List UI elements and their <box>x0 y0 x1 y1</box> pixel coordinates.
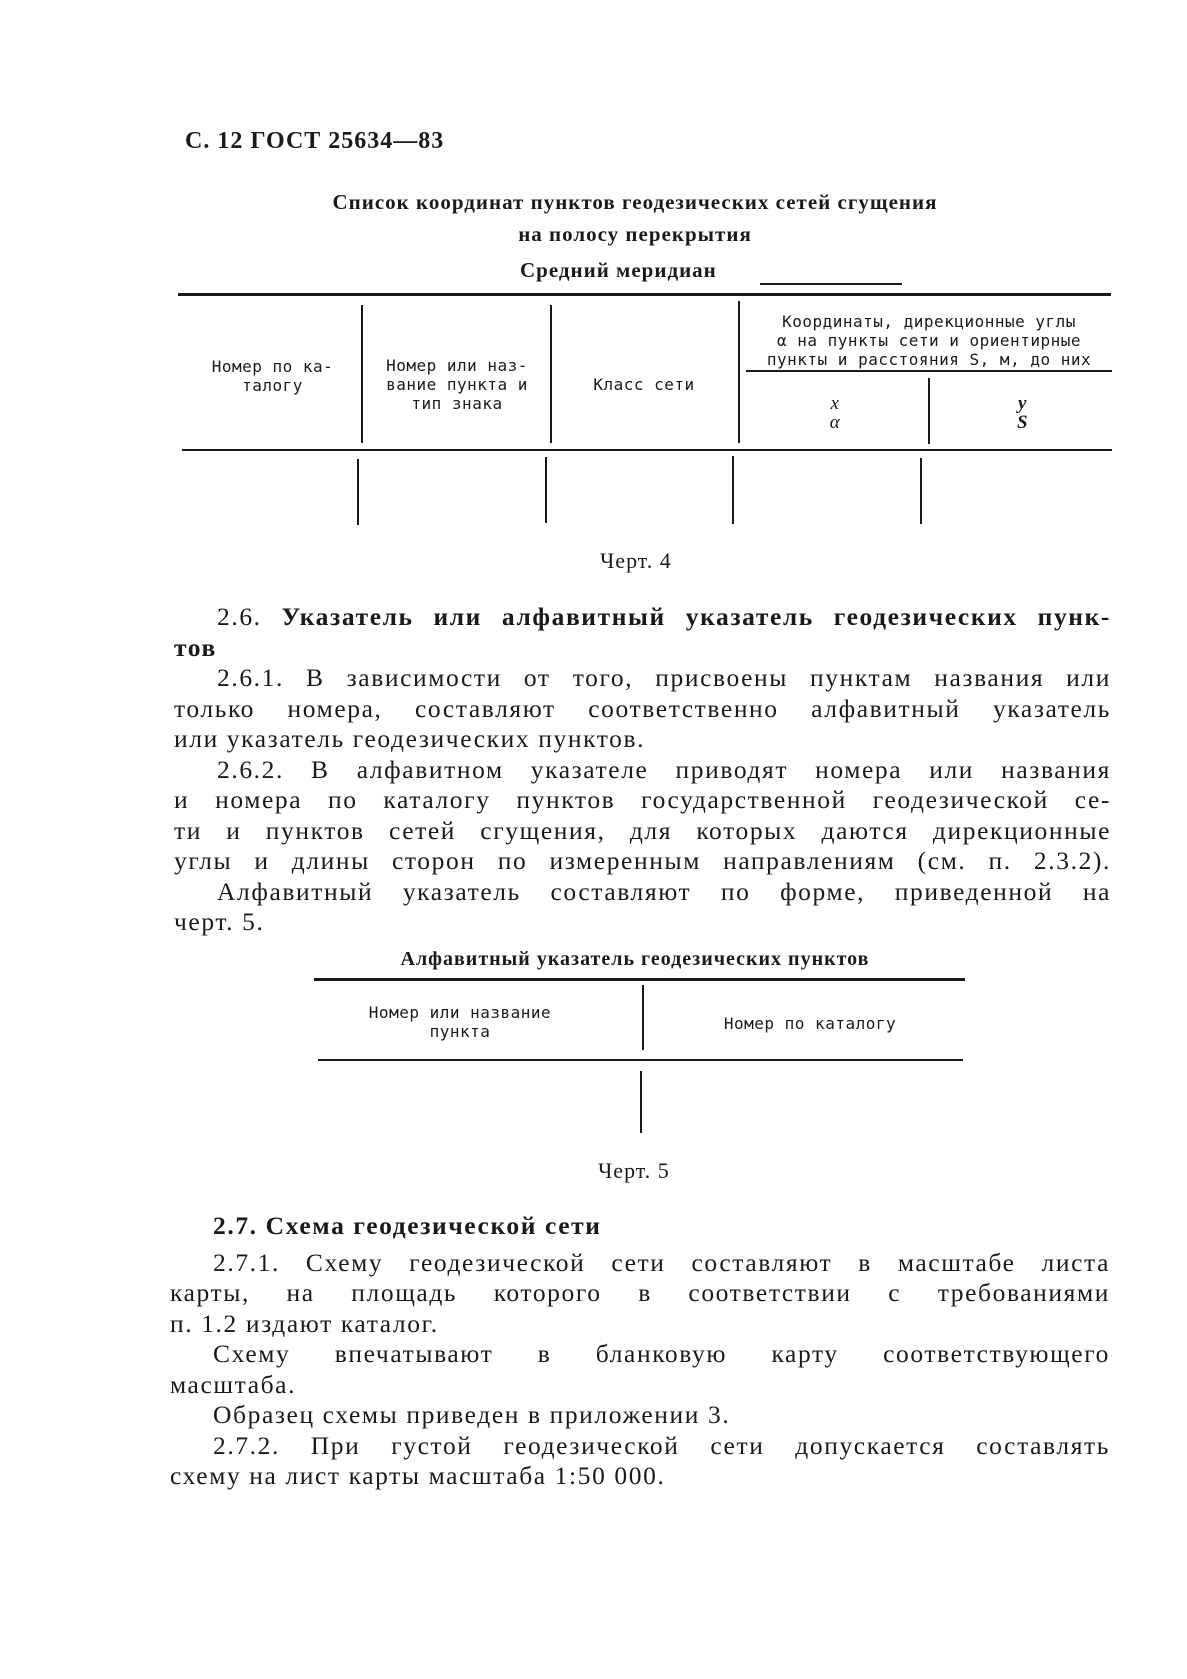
table4-body-vline-3 <box>732 456 734 524</box>
para-2-7-1-line3: п. 1.2 издают каталог. <box>170 1308 439 1338</box>
meridian-blank <box>760 283 902 285</box>
para-2-7-2-line2: масштаба. <box>170 1369 297 1399</box>
para-2-7-1-line1: 2.7.1. Схему геодезической сети составляют в масштабе листа <box>213 1247 1110 1277</box>
para-2-6-2-line2: и номера по каталогу пунктов государственной геодезической се- <box>174 785 1111 814</box>
table4-col-network-class: Класс сети <box>593 375 695 394</box>
para-2-6-2-line3: ти и пунктов сетей сгущения, для которых даются дирекционные <box>174 815 1111 845</box>
chert4-caption: Черт. 4 <box>600 548 672 573</box>
section-2-6 <box>174 602 1111 938</box>
table4-body-vline-2 <box>545 457 547 523</box>
section-2-6-title: Указатель или алфавитный указатель геодезических пунк- <box>281 602 1111 631</box>
table4-sub-x-alpha: x α <box>829 393 841 433</box>
para-2-6-1-line1: 2.6.1. В зависимости от того, присвоены пунктам названия или <box>217 663 1111 692</box>
table4-top-rule <box>178 293 1111 296</box>
table5-body-vline <box>640 1071 642 1133</box>
section-2-6-number: 2.6. <box>217 602 262 631</box>
table5-top-rule <box>314 978 965 981</box>
para-2-6-2-line1: 2.6.2. В алфавитном указателе приводят номера или названия <box>217 754 1111 784</box>
table4-sub-y-s: y S <box>1016 393 1029 433</box>
section-2-6-title-cont: тов <box>174 632 217 662</box>
table4-col-point-name: Номер или наз- вание пункта и тип знака <box>386 356 528 413</box>
table4-header-bottom-rule <box>182 449 1112 451</box>
para-2-6-1-line3: или указатель геодезических пунктов. <box>174 724 646 753</box>
table5-col-point-name: Номер или название пункта <box>368 1003 552 1041</box>
para-2-6-2-line4: углы и длины сторон по измеренным направлениям (см. п. 2.3.2). <box>174 846 1111 875</box>
section-2-7 <box>170 1211 1110 1492</box>
para-2-7-3: Образец схемы приведен в приложении 3. <box>213 1400 731 1429</box>
para-2-6-3-line2: черт. 5. <box>174 907 265 936</box>
table4-vline-4 <box>928 378 930 444</box>
table4-title-line2: на полосу перекрытия <box>518 222 752 246</box>
section-2-7-title: 2.7. Схема геодезической сети <box>213 1211 602 1240</box>
table4-body-vline-4 <box>920 458 922 524</box>
table4-sub-rule <box>746 370 1112 372</box>
para-2-7-1-line2: карты, на площадь которого в соответствии с требованиями <box>170 1278 1110 1307</box>
para-2-6-3-line1: Алфавитный указатель составляют по форме, приведенной на <box>217 876 1111 906</box>
chert5-caption: Черт. 5 <box>598 1158 670 1183</box>
table5-title: Алфавитный указатель геодезических пунктов <box>400 948 870 970</box>
table5-vline <box>642 985 644 1050</box>
table4-col-catalog-number: Номер по ка- талогу <box>211 357 334 395</box>
page-header: С. 12 ГОСТ 25634—83 <box>185 128 445 154</box>
para-2-7-4-line1: 2.7.2. При густой геодезической сети допускается составлять <box>213 1430 1110 1460</box>
table4-vline-3 <box>738 301 740 443</box>
table4-body-vline-1 <box>357 459 359 525</box>
para-2-7-4-line2: схему на лист карты масштаба 1:50 000. <box>170 1461 666 1490</box>
para-2-7-2-line1: Схему впечатывают в бланковую карту соответствующего <box>213 1339 1110 1368</box>
table4-vline-2 <box>550 305 552 443</box>
table4-col-coordinates: Координаты, дирекционные углы α на пункты сети и ориентирные пункты и расстояния S, м, до них <box>766 312 1092 369</box>
table5-col-catalog-number: Номер по каталогу <box>723 1014 897 1033</box>
meridian-label: Средний меридиан <box>520 258 717 282</box>
table4-title-line1: Список координат пунктов геодезических сетей сгущения <box>332 190 938 214</box>
para-2-6-1-line2: только номера, составляют соответственно алфавитный указатель <box>174 693 1111 723</box>
table4-vline-1 <box>361 305 363 443</box>
table5-header-bottom-rule <box>318 1059 963 1061</box>
